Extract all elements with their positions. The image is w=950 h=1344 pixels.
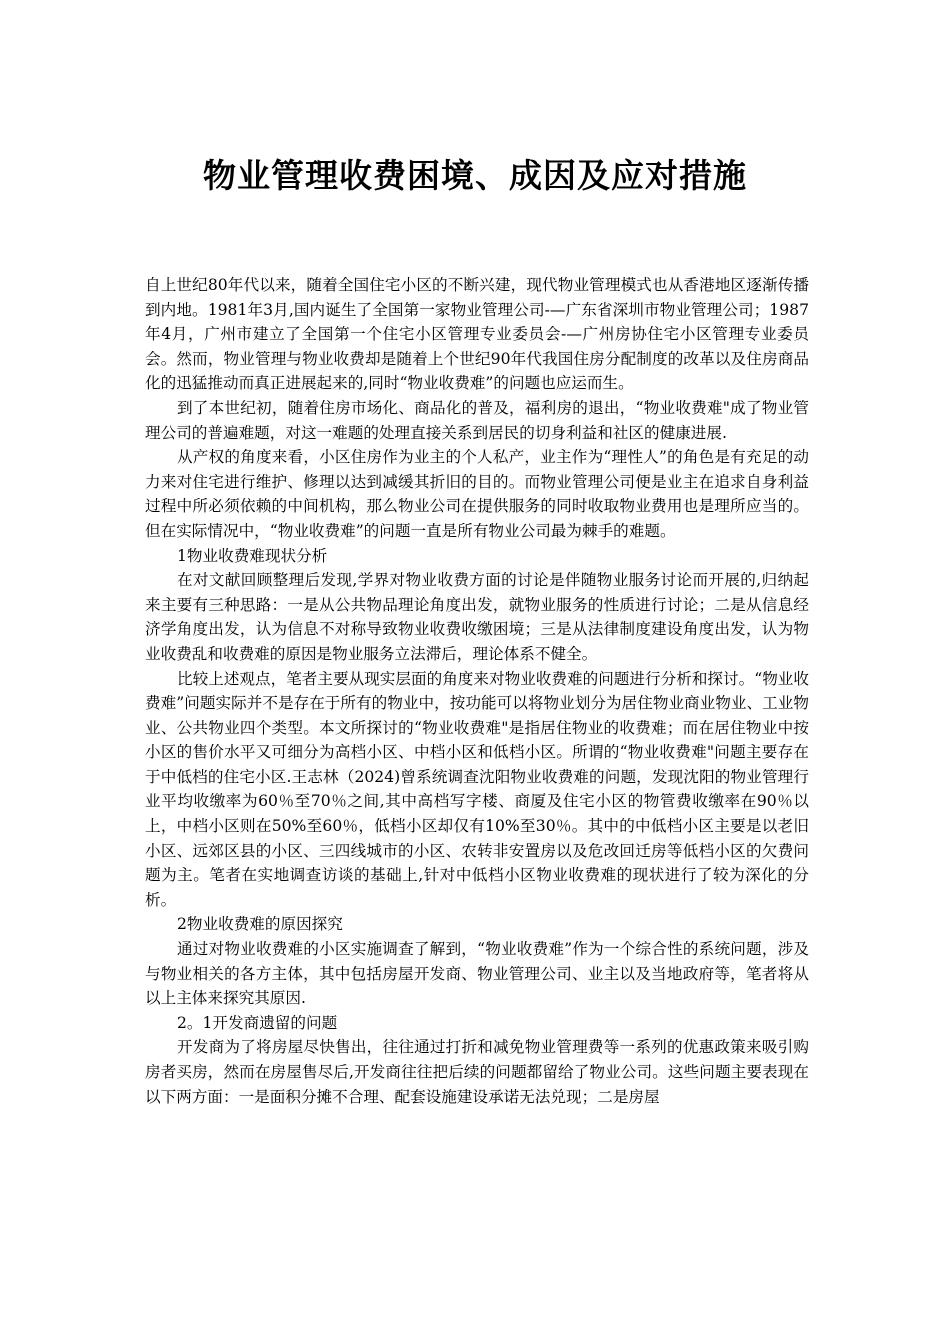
- paragraph: 在对文献回顾整理后发现,学界对物业收费方面的讨论是伴随物业服务讨论而开展的,归纳起来主要有三种思路：一是从公共物品理论角度出发，就物业服务的性质进行讨论；二是从信息经济学角度出发，认为信息不对称导致物业收费收缴困境；三是从法律制度建设角度出发，认为物业收费乱和收费难的原因是物业服务立法滞后，理论体系不健全。: [145, 571, 809, 663]
- paragraph: 比较上述观点，笔者主要从现实层面的角度来对物业收费难的问题进行分析和探讨。“物业收费难”问题实际并不是存在于所有的物业中，按功能可以将物业划分为居住物业商业物业、工业物业、公共物业四个类型。本文所探讨的“物业收费难"是指居住物业的收费难；而在居住物业中按小区的售价水平又可细分为高档小区、中档小区和低档小区。所谓的“物业收费难"问题主要存在于中低档的住宅小区.王志林（2024)曾系统调查沈阳物业收费难的问题，发现沈阳的物业管理行业平均收缴率为60％至70％之间,其中高档写字楼、商厦及住宅小区的物管费收缴率在90％以上，中档小区则在50%至60％，低档小区却仅有10%至30％。其中的中低档小区主要是以老旧小区、远郊区县的小区、三四线城市的小区、农转非安置房以及危改回迁房等低档小区的欠费问题为主。笔者在实地调查访谈的基础上,针对中低档小区物业收费难的现状进行了较为深化的分析。: [145, 669, 809, 909]
- document-body: [145, 273, 809, 1109]
- paragraph: 开发商为了将房屋尽快售出，往往通过打折和减免物业管理费等一系列的优惠政策来吸引购房者买房，然而在房屋售尽后,开发商往往把后续的问题都留给了物业公司。这些问题主要表现在以下两方面：一是面积分摊不合理、配套设施建设承诺无法兑现；二是房屋: [145, 1038, 809, 1106]
- section-heading: 1物业收费难现状分析: [177, 546, 328, 565]
- paragraph: 通过对物业收费难的小区实施调查了解到，“物业收费难”作为一个综合性的系统问题，涉及与物业相关的各方主体，其中包括房屋开发商、物业管理公司、业主以及当地政府等，笔者将从以上主体来探究其原因.: [145, 940, 809, 1008]
- document-title: 物业管理收费困境、成因及应对措施: [203, 156, 747, 195]
- section-heading: 2物业收费难的原因探究: [177, 915, 343, 934]
- paragraph: 到了本世纪初，随着住房市场化、商品化的普及，福利房的退出，“物业收费难"成了物业管理公司的普遍难题，对这一难题的处理直接关系到居民的切身利益和社区的健康进展.: [145, 398, 809, 442]
- paragraph: 从产权的角度来看，小区住房作为业主的个人私产，业主作为“理性人”的角色是有充足的动力来对住宅进行维护、修理以达到减缓其折旧的目的。而物业管理公司便是业主在追求自身利益过程中所必须依赖的中间机构，那么物业公司在提供服务的同时收取物业费用也是理所应当的。但在实际情况中，“物业收费难”的问题一直是所有物业公司最为棘手的难题。: [145, 448, 809, 540]
- subsection-heading: 2。1开发商遗留的问题: [177, 1013, 338, 1032]
- paragraph: 自上世纪80年代以来，随着全国住宅小区的不断兴建，现代物业管理模式也从香港地区逐渐传播到内地。1981年3月,国内诞生了全国第一家物业管理公司-—广东省深圳市物业管理公司；1987年4月，广州市建立了全国第一个住宅小区管理专业委员会-—广州房协住宅小区管理专业委员会。然而，物业管理与物业收费却是随着上个世纪90年代我国住房分配制度的改革以及住房商品化的迅猛推动而真正进展起来的,同时“物业收费难”的问题也应运而生。: [145, 276, 809, 393]
